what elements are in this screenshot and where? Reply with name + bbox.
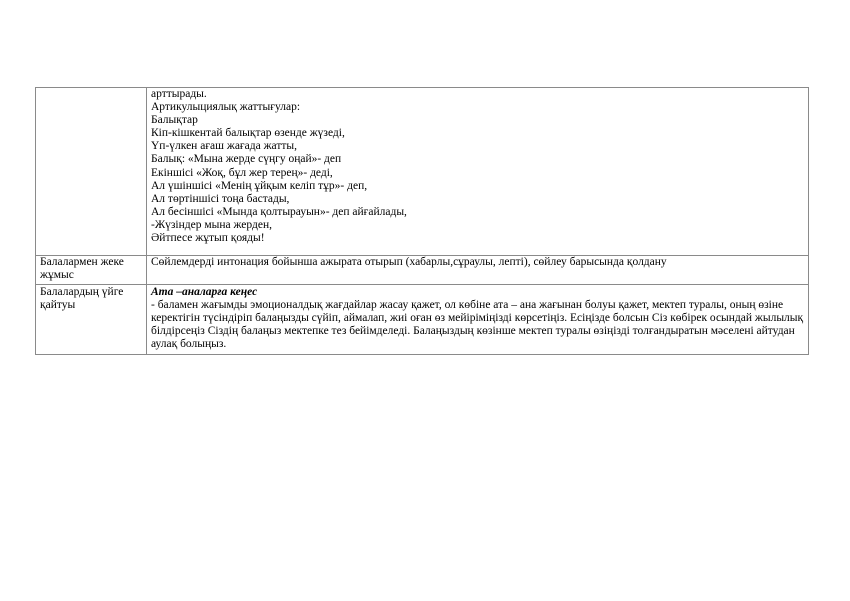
poem-line: Әйтпесе жұтып қояды! xyxy=(151,232,265,245)
parent-advice-cell xyxy=(147,285,809,355)
table-row-individual-work xyxy=(36,256,809,285)
poem-line: Балықтар xyxy=(151,114,198,127)
parent-advice-text: - баламен жағымды эмоционалдық жағдайлар жасау қажет, ол көбіне ата – ана жағынан болуы қажет, мектеп туралы, оның өзіне керектігін түсіндіріп балаңызды сүйіп, аймалап, жиі оған өз мейіріміңізді көрсетіңіз. Есіңізде болсын Сіз көбірек осындай жылылық білдірсеңіз Сіздің балаңыз мектепке тез бейімделеді. Балаңыздың көзінше мектеп туралы өзіңізді толғандыратын мәселені айтудан аулақ болыңыз. xyxy=(151,299,804,351)
parent-advice-title: Ата –аналарға кеңес xyxy=(151,286,258,298)
poem-line: Үп-үлкен ағаш жағада жатты, xyxy=(151,140,297,153)
poem-line: арттырады. xyxy=(151,88,207,100)
table-row-going-home xyxy=(36,285,809,355)
poem-line: Артикулыциялық жаттығулар: xyxy=(151,101,301,114)
poem-line: Балық: «Мына жерде сүңгу оңай»- деп xyxy=(151,153,342,166)
poem-line: Кіп-кішкентай балықтар өзенде жүзеді, xyxy=(151,127,345,140)
poem-line: Ал бесіншісі «Мында қолтырауын»- деп айғайлады, xyxy=(151,205,407,218)
poem-line: Ал төртіншісі тоңа бастады, xyxy=(151,192,290,205)
poem-line: -Жүзіндер мына жерден, xyxy=(151,218,272,231)
row-label-empty xyxy=(36,88,147,256)
row-label-individual-work: Балалармен жеке жұмыс xyxy=(36,256,147,285)
lesson-plan-table xyxy=(35,87,809,355)
poem-line: Ал үшіншісі «Менің ұйқым келіп тұр»- деп, xyxy=(151,179,368,192)
articulation-exercise-cell xyxy=(147,88,809,256)
poem-line: Екіншісі «Жоқ, бұл жер терең»- деді, xyxy=(151,166,333,179)
row-label-going-home: Балалардың үйге қайтуы xyxy=(36,285,147,355)
table-row-articulation xyxy=(36,88,809,256)
individual-work-cell: Сөйлемдерді интонация бойынша ажырата отырып (хабарлы,сұраулы, лепті), сөйлеу барысында қолдану xyxy=(147,256,809,285)
